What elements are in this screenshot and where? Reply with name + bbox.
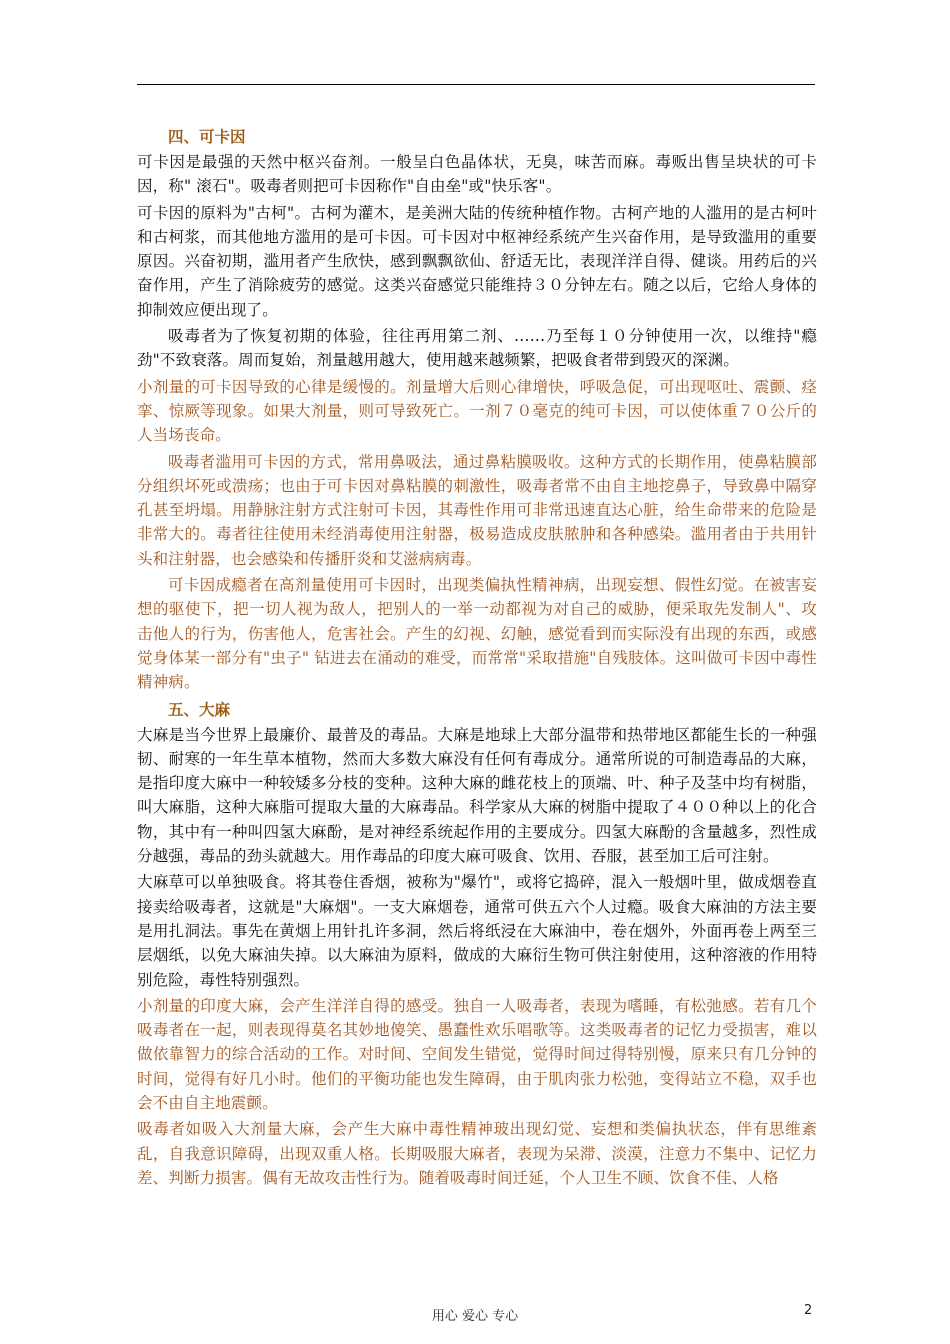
paragraph: 大麻草可以单独吸食。将其卷住香烟，被称为"爆竹"，或将它捣碎，混入一般烟叶里，做成烟卷直接卖给吸毒者，这就是"大麻烟"。一支大麻烟卷，通常可供五六个人过瘾。吸食大麻油的方法主要是用扎洞法。事先在黄烟上用针扎许多洞，然后将纸浸在大麻油中，卷在烟外，外面再卷上两至三层烟纸，以免大麻油失掉。以大麻油为原料，做成的大麻衍生物可供注射使用，这种溶液的作用特别危险，毒性特别强烈。 — [137, 873, 817, 989]
paragraph: 吸毒者为了恢复初期的体验，往往再用第二剂、……乃至每１０分钟使用一次，以维持"瘾劲"不致衰落。周而复始，剂量越用越大，使用越来越频繁，把吸食者带到毁灭的深渊。 — [137, 327, 817, 370]
section-heading-cocaine: 四、可卡因 — [168, 127, 246, 146]
paragraph: 吸毒者滥用可卡因的方式，常用鼻吸法，通过鼻粘膜吸收。这种方式的长期作用，使鼻粘膜部分组织坏死或溃疡；也由于可卡因对鼻粘膜的刺激性，吸毒者常不由自主地挖鼻子，导致鼻中隔穿孔甚至坍塌。用静脉注射方式注射可卡因，其毒性作用可非常迅速直达心脏，给生命带来的危险是非常大的。毒者往往使用未经消毒使用注射器，极易造成皮肤脓肿和各种感染。滥用者由于共用针头和注射器，也会感染和传播肝炎和艾滋病病毒。 — [137, 452, 817, 568]
paragraph: 可卡因的原料为"古柯"。古柯为灌木，是美洲大陆的传统种植作物。古柯产地的人滥用的是古柯叶和古柯浆，而其他地方滥用的是可卡因。可卡因对中枢神经系统产生兴奋作用，是导致滥用的重要原因。兴奋初期，滥用者产生欣快，感到飘飘欲仙、舒适无比，表现洋洋自得、健谈。用药后的兴奋作用，产生了消除疲劳的感觉。这类兴奋感觉只能维持３０分钟左右。随之以后，它给人身体的抑制效应便出现了。 — [137, 203, 817, 319]
header-rule — [137, 84, 815, 85]
paragraph: 小剂量的印度大麻，会产生洋洋自得的感受。独自一人吸毒者，表现为嗜睡，有松弛感。若有几个吸毒者在一起，则表现得莫名其妙地傻笑、愚蠢性欢乐唱歌等。这类吸毒者的记忆力受损害，难以做依靠智力的综合活动的工作。对时间、空间发生错觉，觉得时间过得特别慢，原来只有几分钟的时间，觉得有好几小时。他们的平衡功能也发生障碍，由于肌肉张力松弛，变得站立不稳，双手也会不由自主地震颤。 — [137, 996, 817, 1112]
document-body — [137, 124, 817, 1192]
section-heading-cannabis: 五、大麻 — [168, 699, 231, 719]
paragraph: 吸毒者如吸入大剂量大麻，会产生大麻中毒性精神玻出现幻觉、妄想和类偏执状态，伴有思维紊乱，自我意识障碍，出现双重人格。长期吸服大麻者，表现为呆滞、淡漠，注意力不集中、记忆力差、判断力损害。偶有无故攻击性行为。随着吸毒时间迁延，个人卫生不顾、饮食不佳、人格 — [137, 1120, 817, 1187]
paragraph: 小剂量的可卡因导致的心律是缓慢的。剂量增大后则心律增快，呼吸急促，可出现呕吐、震颤、痉挛、惊厥等现象。如果大剂量，则可导致死亡。一剂７０毫克的纯可卡因，可以使体重７０公斤的人当场丧命。 — [137, 377, 817, 445]
footer-motto: 用心 爱心 专心 — [431, 1309, 519, 1324]
paragraph: 大麻是当今世界上最廉价、最普及的毒品。大麻是地球上大部分温带和热带地区都能生长的一种强韧、耐寒的一年生草本植物，然而大多数大麻没有任何有毒成分。通常所说的可制造毒品的大麻，是指印度大麻中一种较矮多分枝的变种。这种大麻的雌花枝上的顶端、叶、种子及茎中均有树脂，叫大麻脂，这种大麻脂可提取大量的大麻毒品。科学家从大麻的树脂中提取了４００种以上的化合物，其中有一种叫四氢大麻酚，是对神经系统起作用的主要成分。四氢大麻酚的含量越多，烈性成分越强，毒品的劲头就越大。用作毒品的印度大麻可吸食、饮用、吞服，甚至加工后可注射。 — [137, 725, 817, 866]
paragraph: 可卡因成瘾者在高剂量使用可卡因时，出现类偏执性精神病，出现妄想、假性幻觉。在被害妄想的驱使下，把一切人视为敌人，把别人的一举一动都视为对自己的威胁，便采取先发制人"、攻击他人的行为，伤害他人，危害社会。产生的幻视、幻触，感觉看到而实际没有出现的东西，或感觉身体某一部分有"虫子" 钻进去在涌动的难受，而常常"采取措施"自残肢体。这叫做可卡因中毒性精神病。 — [137, 576, 817, 692]
page-number: 2 — [804, 1303, 813, 1318]
paragraph: 可卡因是最强的天然中枢兴奋剂。一般呈白色晶体状，无臭，味苦而麻。毒贩出售呈块状的可卡因，称" 滚石"。吸毒者则把可卡因称作"自由垒"或"快乐客"。 — [137, 153, 817, 196]
